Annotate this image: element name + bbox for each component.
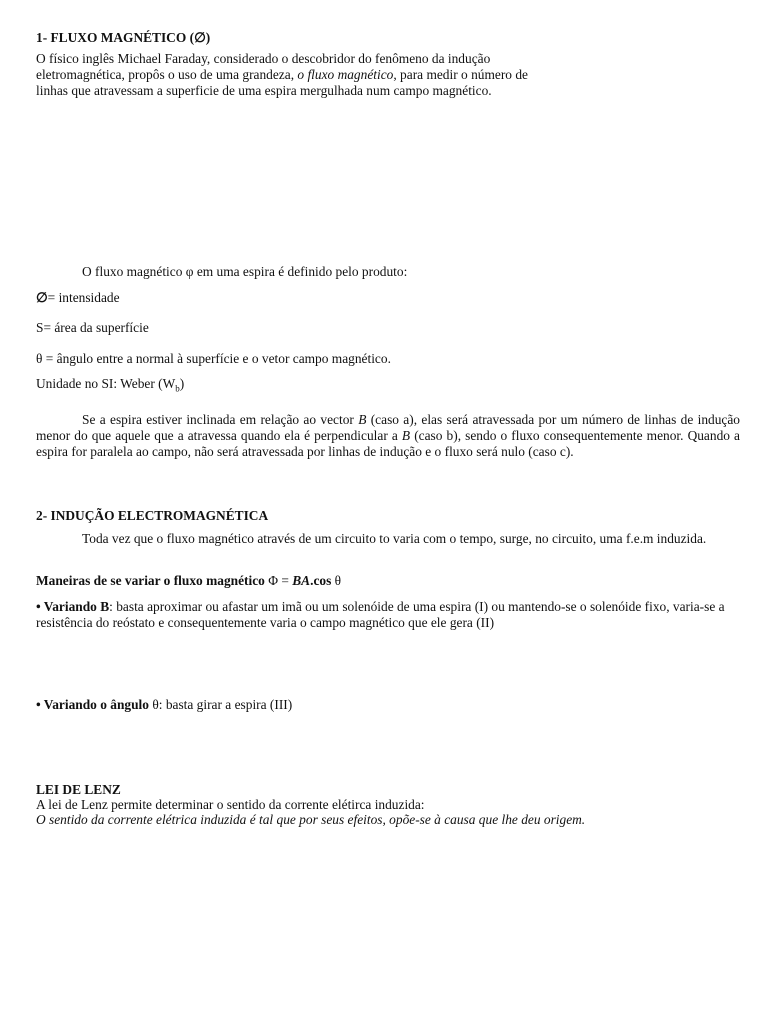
bullet-angle-text: θ: basta girar a espira (III) <box>148 697 293 712</box>
flux-variation-title <box>36 573 740 589</box>
vector-b-1: B <box>358 412 367 427</box>
def-phi <box>36 290 740 306</box>
inclination-paragraph <box>36 412 740 460</box>
bullet-b-label: • Variando B <box>36 599 110 614</box>
def-angle: θ = ângulo entre a normal à superfície e o vetor campo magnético. <box>36 351 391 366</box>
si-unit <box>36 376 740 392</box>
si-unit-text: Unidade no SI: Weber (W <box>36 376 176 391</box>
intro-text-b: , para medir o número de <box>393 67 528 82</box>
bullet-angle-label: • Variando o ângulo <box>36 697 149 712</box>
phi-symbol: ∅ <box>36 290 48 305</box>
vector-b-2: B <box>401 428 411 443</box>
si-unit-sub: b <box>175 383 180 394</box>
section2-heading: 2- INDUÇÃO ELECTROMAGNÉTICA <box>36 508 269 523</box>
intro-line-2 <box>36 67 740 83</box>
section2-intro: Toda vez que o fluxo magnético através de um circuito to varia com o tempo, surge, no circuito, uma f.e.m induzida. <box>82 531 707 546</box>
intro-text-a: eletromagnética, propôs o uso de uma grandeza, <box>36 67 298 82</box>
si-unit-close: ) <box>179 376 185 391</box>
section1-heading: 1- FLUXO MAGNÉTICO (∅) <box>36 30 211 45</box>
def-phi-text: = intensidade <box>47 290 120 305</box>
intro-line-3: linhas que atravessam a superficie de uma espira mergulhada num campo magnético. <box>36 83 492 98</box>
incl-text-3: (caso b), sendo o fluxo consequentemente menor. Quando a espira for paralela ao campo, não será atravessada por linhas de indução e o fluxo será nulo (caso c). <box>36 428 740 459</box>
lenz-statement: O sentido da corrente elétrica induzida é tal que por seus efeitos, opõe-se à causa que lhe deu origem. <box>36 812 586 827</box>
incl-text-1: Se a espira estiver inclinada em relação ao vector <box>82 412 359 427</box>
lenz-heading: LEI DE LENZ <box>36 782 121 797</box>
intro-emphasis: o fluxo magnético <box>297 67 394 82</box>
flux-definition: O fluxo magnético φ em uma espira é definido pelo produto: <box>82 264 408 279</box>
def-area: S= área da superfície <box>36 320 149 335</box>
bullet-b-text: : basta aproximar ou afastar um imã ou um solenóide de uma espira (I) ou mantendo-se o solenóide fixo, varia-se a resistência do reóstato e consequentemente varia o campo magnético que ele gera (II) <box>36 599 725 630</box>
incl-text-2: (caso a), elas será atravessada por um número de linhas de indução menor do que aquele que a atravessa quando ela é perpendicular a <box>36 412 741 443</box>
ways-ba: BA <box>292 573 311 588</box>
bullet-vary-angle <box>36 697 740 713</box>
ways-label: Maneiras de se variar o fluxo magnético <box>36 573 265 588</box>
bullet-vary-b <box>36 599 740 631</box>
ways-cos: .cos <box>310 573 332 588</box>
ways-theta: θ <box>331 573 342 588</box>
intro-line-1: O físico inglês Michael Faraday, considerado o descobridor do fenômeno da indução <box>36 51 491 66</box>
ways-phi: Φ = <box>264 573 293 588</box>
section1-intro <box>36 51 740 99</box>
lenz-text: A lei de Lenz permite determinar o sentido da corrente elétirca induzida: <box>36 797 425 812</box>
